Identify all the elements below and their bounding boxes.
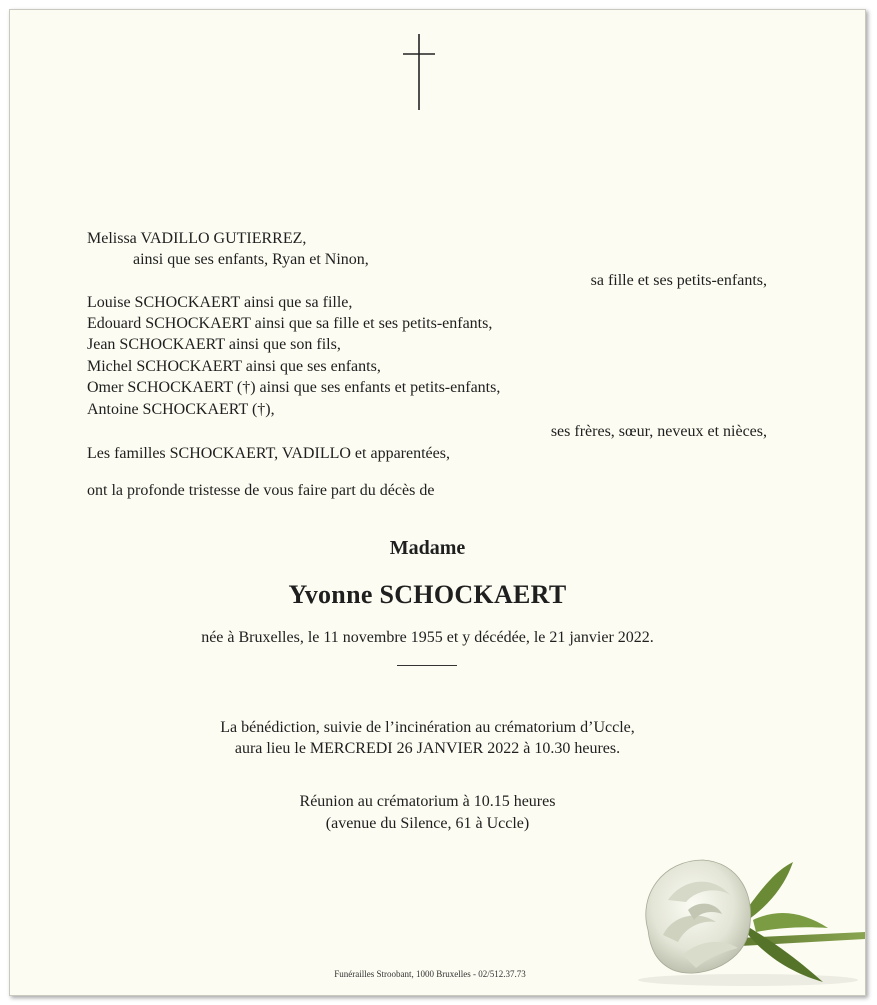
obituary-card (9, 9, 866, 996)
families-line: Les familles SCHOCKAERT, VADILLO et apparentées, (87, 445, 450, 462)
deceased-dates: née à Bruxelles, le 11 novembre 1955 et y décédée, le 21 janvier 2022. (201, 629, 654, 646)
deceased-name: Yvonne SCHOCKAERT (288, 580, 567, 609)
family-line-1: Melissa VADILLO GUTIERREZ, (87, 230, 307, 247)
funeral-home-footer: Funérailles Stroobant, 1000 Bruxelles - 02/512.37.73 (334, 969, 526, 979)
announcement-text: ont la profonde tristesse de vous faire part du décès de (87, 482, 435, 499)
ceremony-line-1: La bénédiction, suivie de l’incinération au crématorium d’Uccle, (220, 719, 635, 736)
sibling-line: Louise SCHOCKAERT ainsi que sa fille, (87, 294, 353, 311)
sibling-line: Antoine SCHOCKAERT (†), (87, 401, 275, 418)
ceremony-line-2: aura lieu le MERCREDI 26 JANVIER 2022 à 10.30 heures. (234, 740, 621, 757)
family-line-2: ainsi que ses enfants, Ryan et Ninon, (133, 251, 369, 268)
white-rose-illustration (628, 840, 866, 990)
gathering-line-2: (avenue du Silence, 61 à Uccle) (325, 815, 530, 832)
sibling-line: Michel SCHOCKAERT ainsi que ses enfants, (87, 358, 381, 375)
sibling-line: Edouard SCHOCKAERT ainsi que sa fille et ses petits-enfants, (87, 315, 493, 332)
cross-icon (403, 34, 435, 110)
relation-siblings: ses frères, sœur, neveux et nièces, (550, 423, 767, 440)
divider (397, 665, 457, 666)
gathering-line-1: Réunion au crématorium à 10.15 heures (299, 793, 556, 810)
deceased-title: Madame (389, 537, 466, 559)
relation-daughter: sa fille et ses petits-enfants, (590, 272, 767, 289)
sibling-line: Jean SCHOCKAERT ainsi que son fils, (87, 336, 341, 353)
sibling-line: Omer SCHOCKAERT (†) ainsi que ses enfants et petits-enfants, (87, 379, 501, 396)
